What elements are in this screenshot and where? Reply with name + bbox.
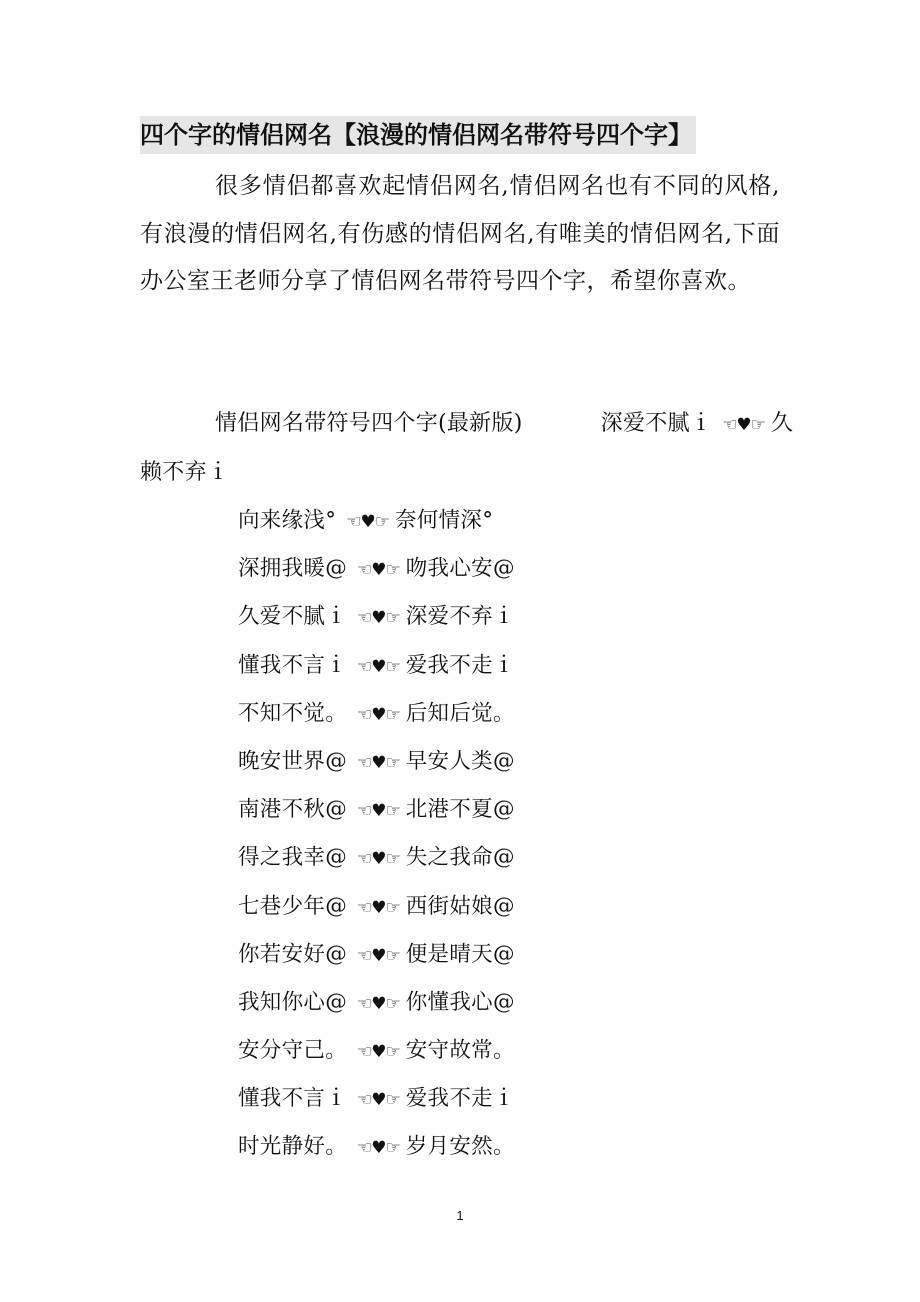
list-item: [238, 883, 515, 931]
pair-left: 你若安好@: [238, 941, 348, 967]
pair-left: 我知你心@: [238, 989, 348, 1015]
pair-right: 深爱不弃ｉ: [405, 604, 515, 630]
list-item: [238, 1075, 515, 1123]
pair-left: 时光静好。: [238, 1134, 348, 1160]
list-item: [238, 931, 515, 979]
pair-left: 得之我幸@: [238, 845, 348, 871]
pair-right: 爱我不走ｉ: [405, 1086, 515, 1112]
pair-right: 后知后觉。: [405, 700, 515, 726]
list-item: [238, 545, 515, 593]
pair-symbol: ☜♥☞: [357, 1138, 400, 1159]
subheading-paragraph: [140, 400, 810, 497]
pair-right: 安守故常。: [405, 1038, 515, 1064]
document-title: 四个字的情侣网名【浪漫的情侣网名带符号四个字】: [140, 116, 696, 154]
pair-symbol: ☜♥☞: [357, 1042, 400, 1063]
list-item: [238, 642, 515, 690]
pair-left: 懂我不言ｉ: [238, 652, 348, 678]
pair-right: 早安人类@: [405, 748, 515, 774]
pair-right: 岁月安然。: [405, 1134, 515, 1160]
pair-right: 北港不夏@: [405, 797, 515, 823]
list-item: [238, 738, 515, 786]
first-pair-symbol: ☜♥☞: [722, 415, 765, 435]
list-item: [238, 834, 515, 882]
first-pair-right: 久赖不弃ｉ: [140, 411, 794, 485]
pair-symbol: ☜♥☞: [357, 993, 400, 1014]
pair-left: 南港不秋@: [238, 797, 348, 823]
pair-right: 奈何情深°: [395, 508, 494, 533]
pair-right: 爱我不走ｉ: [405, 652, 515, 678]
list-item: [238, 1027, 515, 1075]
pair-right: 你懂我心@: [405, 989, 515, 1015]
pair-right: 吻我心安@: [405, 556, 515, 582]
pair-left: 懂我不言ｉ: [238, 1086, 348, 1112]
list-item: [238, 593, 515, 641]
pair-symbol: ☜♥☞: [357, 656, 400, 677]
pair-symbol: ☜♥☞: [357, 897, 400, 918]
pair-left: 久爱不腻ｉ: [238, 604, 348, 630]
first-pair-left: 深爱不腻ｉ: [600, 411, 713, 436]
list-item: [238, 1123, 515, 1171]
pair-symbol: ☜♥☞: [357, 849, 400, 870]
pair-symbol: ☜♥☞: [346, 512, 389, 532]
pair-left: 深拥我暖@: [238, 556, 348, 582]
pair-left: 向来缘浅°: [238, 508, 337, 533]
subheading: 情侣网名带符号四个字(最新版): [215, 411, 523, 436]
pair-symbol: ☜♥☞: [357, 1090, 400, 1111]
intro-paragraph: 很多情侣都喜欢起情侣网名,情侣网名也有不同的风格,有浪漫的情侣网名,有伤感的情侣网名,有唯美的情侣网名,下面办公室王老师分享了情侣网名带符号四个字，希望你喜欢。: [140, 173, 780, 294]
list-item: [238, 786, 515, 834]
pair-symbol: ☜♥☞: [357, 945, 400, 966]
list-item: [238, 497, 515, 545]
pair-symbol: ☜♥☞: [357, 752, 400, 773]
pair-symbol: ☜♥☞: [357, 801, 400, 822]
pair-right: 西街姑娘@: [405, 893, 515, 919]
pair-right: 便是晴天@: [405, 941, 515, 967]
pair-left: 安分守己。: [238, 1038, 348, 1064]
couple-names-list: [238, 497, 515, 1172]
pair-left: 七巷少年@: [238, 893, 348, 919]
list-item: [238, 979, 515, 1027]
page-number: 1: [456, 1208, 464, 1223]
pair-left: 不知不觉。: [238, 700, 348, 726]
pair-left: 晚安世界@: [238, 748, 348, 774]
pair-symbol: ☜♥☞: [357, 560, 400, 581]
pair-symbol: ☜♥☞: [357, 608, 400, 629]
list-item: [238, 690, 515, 738]
pair-right: 失之我命@: [405, 845, 515, 871]
pair-symbol: ☜♥☞: [357, 704, 400, 725]
